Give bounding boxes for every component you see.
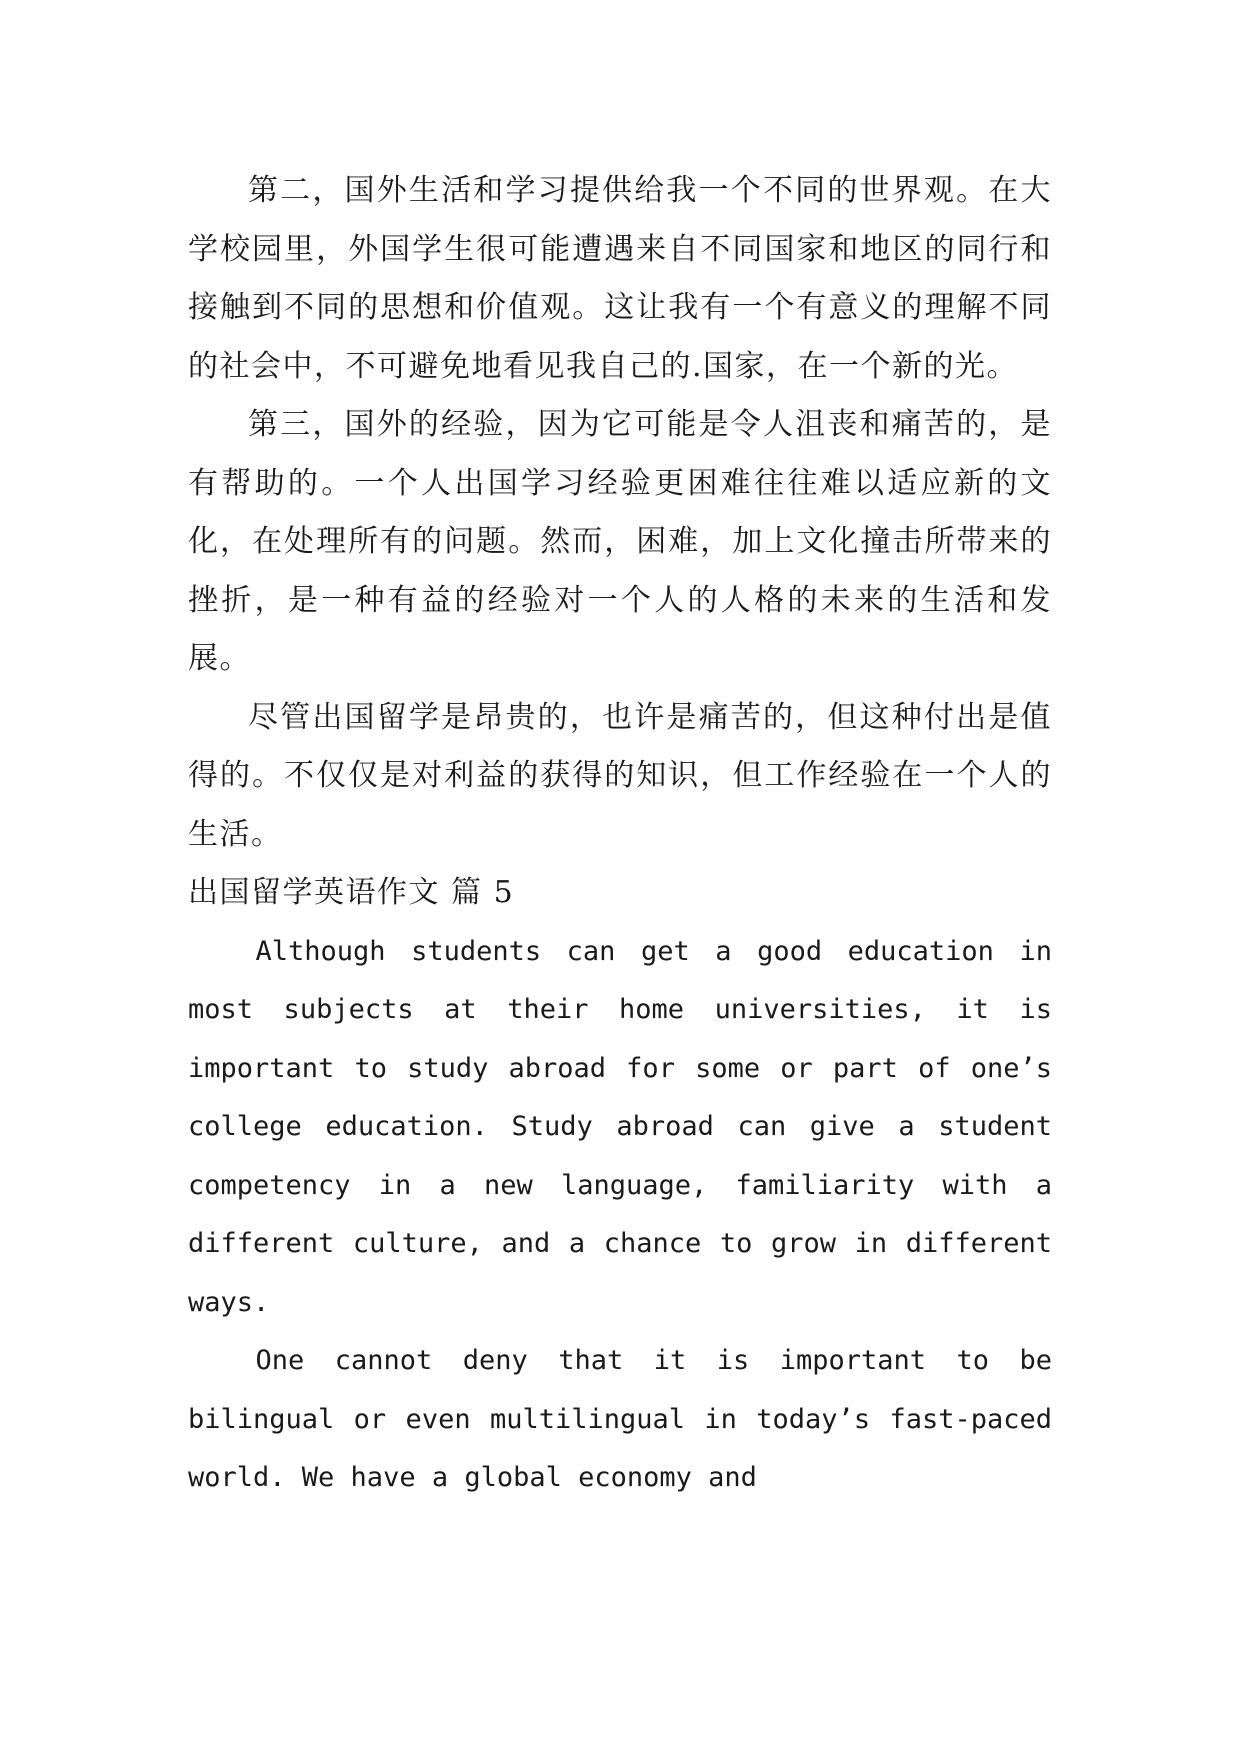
document-body bbox=[188, 162, 1052, 1508]
paragraph-third-point: 第三，国外的经验，因为它可能是令人沮丧和痛苦的，是有帮助的。一个人出国学习经验更困难往往难以适应新的文化，在处理所有的问题。然而，困难，加上文化撞击所带来的挫折，是一种有益的经验对一个人的人格的未来的生活和发展。 bbox=[188, 407, 1052, 676]
paragraph-conclusion: 尽管出国留学是昂贵的，也许是痛苦的，但这种付出是值得的。不仅仅是对利益的获得的知识，但工作经验在一个人的生活。 bbox=[188, 699, 1052, 852]
paragraph-second-point: 第二，国外生活和学习提供给我一个不同的世界观。在大学校园里，外国学生很可能遭遇来自不同国家和地区的同行和接触到不同的思想和价值观。这让我有一个有意义的理解不同的社会中，不可避免地看见我自己的.国家，在一个新的光。 bbox=[188, 173, 1052, 384]
section-heading: 出国留学英语作文 篇 5 bbox=[188, 875, 515, 910]
paragraph-english-intro: Although students can get a good education in most subjects at their home universities, it is important to study abroad for some or part of one’s college education. Study abroad can give a student competency in a new language, familiarity with a different culture, and a chance to grow in different ways. bbox=[188, 935, 1052, 1318]
paragraph-english-bilingual: One cannot deny that it is important to be bilingual or even multilingual in today’s fast-paced world. We have a global economy and bbox=[188, 1345, 1052, 1493]
